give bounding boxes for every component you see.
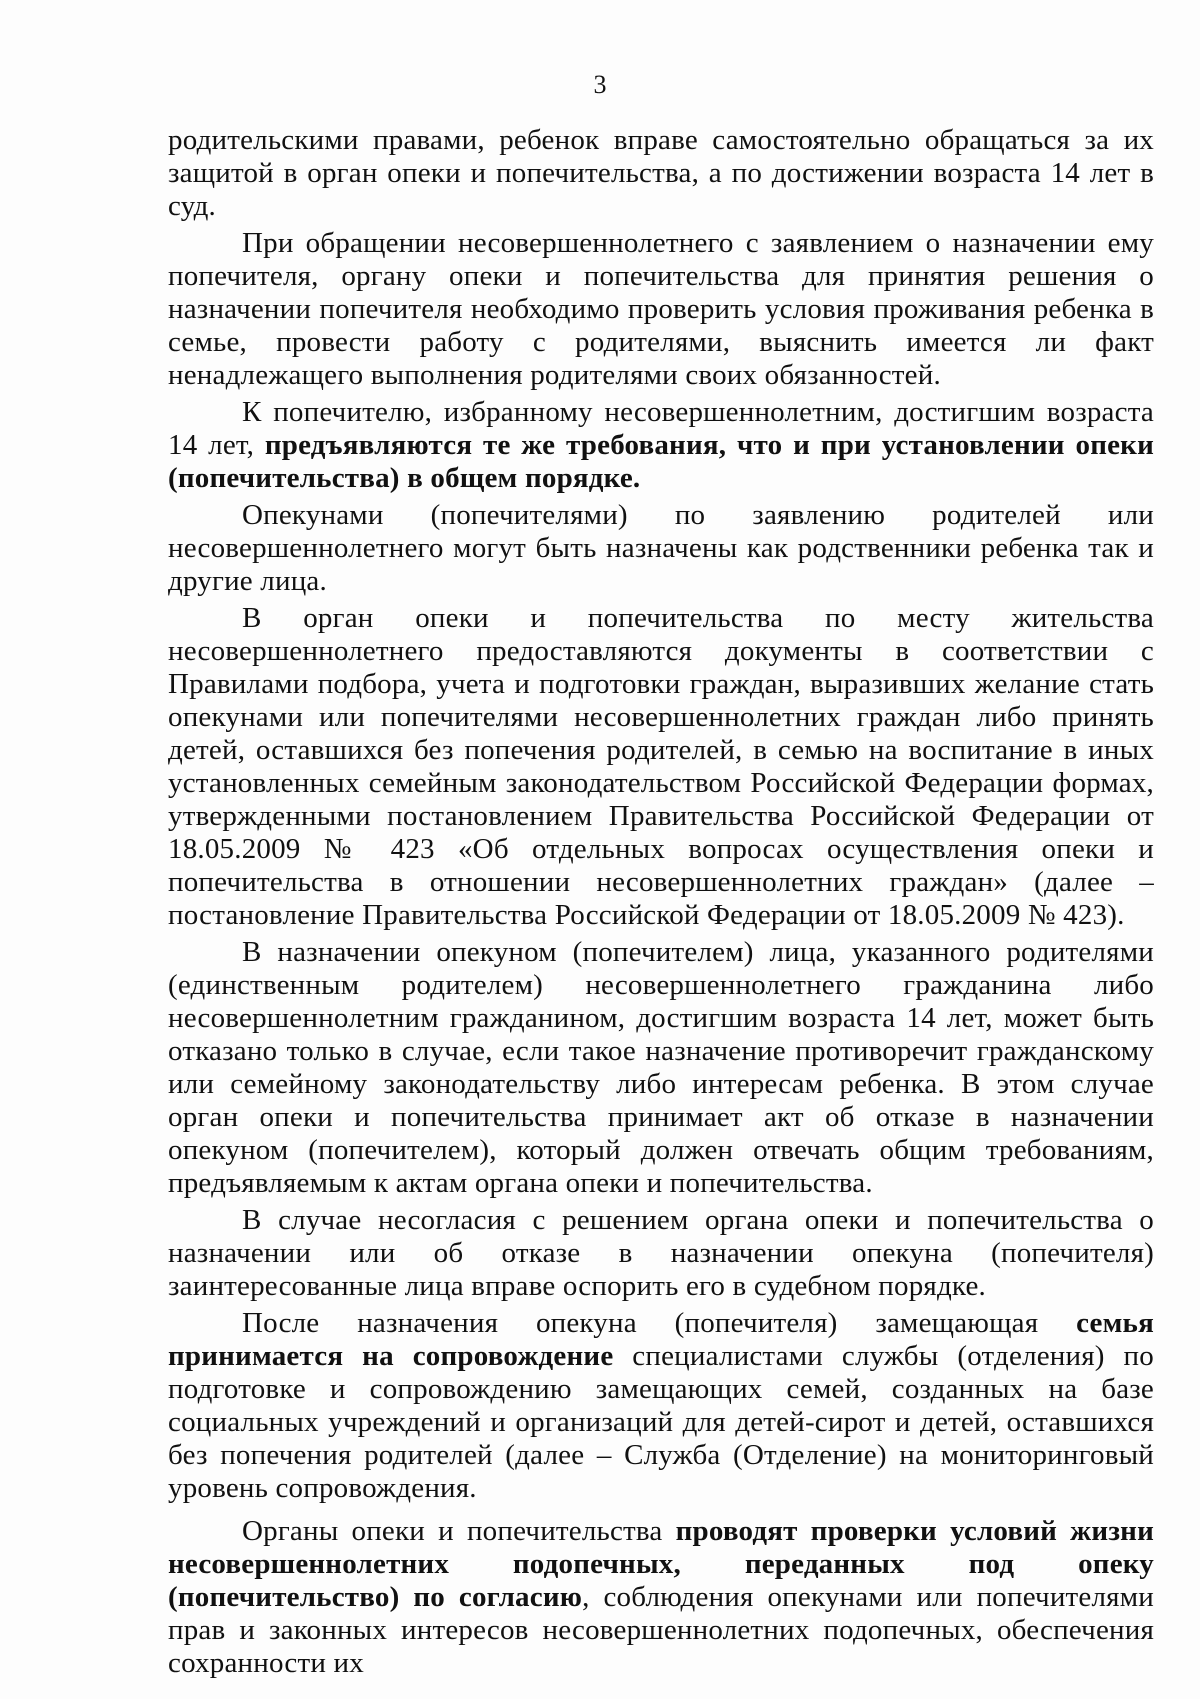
- paragraph-bold-text: семья принимается на сопровождение: [168, 1307, 1154, 1372]
- paragraph-text: специалистами службы (отделения) по подготовке и сопровождению замещающих семей, созданных на базе социальных учреждений и организаций для детей-сирот и детей, оставшихся без попечения родителей (далее – Служба (Отделение) на мониторинговый уровень сопровождения.: [168, 1340, 1154, 1504]
- paragraph-text: Опекунами (попечителями) по заявлению родителей или несовершеннолетнего могут быть назначены как родственники ребенка так и другие лица.: [168, 499, 1154, 597]
- paragraph-4: [168, 499, 1154, 598]
- paragraph-1: [168, 124, 1154, 223]
- paragraph-text: Органы опеки и попечительства: [242, 1515, 676, 1547]
- paragraph-text: В случае несогласия с решением органа опеки и попечительства о назначении или об отказе в назначении опекуна (попечителя) заинтересованные лица вправе оспорить его в судебном порядке.: [168, 1204, 1154, 1302]
- page-number: 3: [593, 70, 607, 99]
- paragraph-9: [168, 1515, 1154, 1680]
- paragraph-text: В назначении опекуном (попечителем) лица, указанного родителями (единственным родителем) несовершеннолетнего гражданина либо несовершеннолетним гражданином, достигшим возраста 14 лет, может быть отказано только в случае, если такое назначение противоречит гражданскому или семейному законодательству либо интересам ребенка. В этом случае орган опеки и попечительства принимает акт об отказе в назначении опекуном (попечителем), который должен отвечать общим требованиям, предъявляемым к актам органа опеки и попечительства.: [168, 936, 1154, 1199]
- document-body: [168, 124, 1154, 1684]
- paragraph-6: [168, 936, 1154, 1200]
- paragraph-text: В орган опеки и попечительства по месту жительства несовершеннолетнего предоставляются документы в соответствии с Правилами подбора, учета и подготовки граждан, выразивших желание стать опекунами или попечителями несовершеннолетних граждан либо принять детей, оставшихся без попечения родителей, в семью на воспитание в иных установленных семейным законодательством Российской Федерации формах, утвержденными постановлением Правительства Российской Федерации от 18.05.2009 № 423 «Об отдельных вопросах осуществления опеки и попечительства в отношении несовершеннолетних граждан» (далее – постановление Правительства Российской Федерации от 18.05.2009 № 423).: [168, 602, 1154, 931]
- paragraph-bold-text: предъявляются те же требования, что и при установлении опеки (попечительства) в общем порядке.: [168, 429, 1154, 494]
- paragraph-text: , соблюдения опекунами или попечителями прав и законных интересов несовершеннолетних подопечных, обеспечения сохранности их: [168, 1581, 1154, 1679]
- paragraph-5: [168, 602, 1154, 932]
- paragraph-2: [168, 227, 1154, 392]
- paragraph-bold-text: проводят проверки условий жизни несовершеннолетних подопечных, переданных под опеку (попечительство) по согласию: [168, 1515, 1154, 1613]
- paragraph-text: При обращении несовершеннолетнего с заявлением о назначении ему попечителя, органу опеки и попечительства для принятия решения о назначении попечителя необходимо проверить условия проживания ребенка в семье, провести работу с родителями, выяснить имеется ли факт ненадлежащего выполнения родителями своих обязанностей.: [168, 227, 1154, 391]
- paragraph-8: [168, 1307, 1154, 1505]
- paragraph-7: [168, 1204, 1154, 1303]
- paragraph-text: родительскими правами, ребенок вправе самостоятельно обращаться за их защитой в орган опеки и попечительства, а по достижении возраста 14 лет в суд.: [168, 124, 1154, 222]
- paragraph-text: К попечителю, избранному несовершеннолетним, достигшим возраста 14 лет,: [168, 396, 1154, 461]
- paragraph-text: После назначения опекуна (попечителя) замещающая: [242, 1307, 1077, 1339]
- paragraph-3: [168, 396, 1154, 495]
